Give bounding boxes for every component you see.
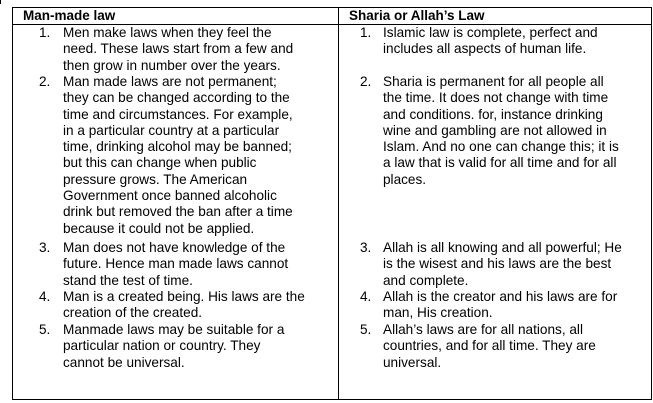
sharia-law-column <box>339 25 652 400</box>
item-number: 5. <box>39 322 51 337</box>
sharia-law-list <box>339 25 651 399</box>
header-man-made-law: Man-made law <box>13 8 339 25</box>
item-text <box>63 240 332 289</box>
man-made-law-column <box>13 25 339 400</box>
item-text-line: Allah’s laws are for all nations, all <box>383 322 583 337</box>
item-text <box>383 322 645 371</box>
corner-mark <box>0 0 5 4</box>
item-text-line: Government once banned alcoholic <box>63 188 277 204</box>
sharia-law-item-1 <box>339 25 645 58</box>
man-made-law-item-1 <box>13 25 332 74</box>
sharia-law-item-2 <box>339 74 645 188</box>
item-text-line: because it could not be applied. <box>63 220 255 236</box>
item-text-line: then grow in number over the years. <box>63 57 281 73</box>
item-number: 4. <box>360 289 372 304</box>
item-text <box>63 289 332 322</box>
item-text-line: Men make laws when they feel the <box>63 25 272 40</box>
item-number: 3. <box>360 240 372 255</box>
item-text-line: future. Hence man made laws cannot <box>63 256 289 272</box>
item-text-line: universal. <box>383 354 442 370</box>
item-text-line: and complete. <box>383 272 469 288</box>
item-number: 1. <box>360 25 372 40</box>
item-text-line: places. <box>383 171 427 187</box>
item-text <box>383 289 645 322</box>
item-text-line: the time. It does not change with time <box>383 90 609 106</box>
man-made-law-item-4 <box>13 289 332 322</box>
item-text-line: Sharia is permanent for all people all <box>383 74 604 89</box>
item-number: 2. <box>360 74 372 89</box>
item-text <box>63 322 332 371</box>
item-text-line: particular nation or country. They <box>63 338 261 354</box>
man-made-law-item-5 <box>13 322 332 371</box>
item-text-line: a law that is valid for all time and for all <box>383 155 617 171</box>
item-text-line: stand the test of time. <box>63 272 193 288</box>
man-made-law-item-3 <box>13 240 332 289</box>
item-text <box>383 240 645 289</box>
item-text-line: creation of the created. <box>63 305 203 321</box>
item-number: 3. <box>39 240 51 255</box>
item-text-line: man, His creation. <box>383 305 493 321</box>
item-text-line: Allah is the creator and his laws are for <box>383 289 618 304</box>
item-text-line: Man made laws are not permanent; <box>63 74 277 89</box>
item-text-line: Man does not have knowledge of the <box>63 240 286 255</box>
item-text-line: they can be changed according to the <box>63 90 290 106</box>
header-sharia-law: Sharia or Allah’s Law <box>339 8 652 25</box>
item-text-line: but this can change when public <box>63 155 257 171</box>
body-row <box>13 25 652 400</box>
sharia-law-item-5 <box>339 322 645 371</box>
item-text <box>63 74 332 237</box>
item-text-line: need. These laws start from a few and <box>63 41 294 57</box>
item-text-line: pressure grows. The American <box>63 171 248 187</box>
item-number: 2. <box>39 74 51 89</box>
sharia-law-item-3 <box>339 240 645 289</box>
item-text-line: wine and gambling are not allowed in <box>383 122 607 138</box>
item-text-line: drink but removed the ban after a time <box>63 204 293 220</box>
item-text-line: includes all aspects of human life. <box>383 41 587 57</box>
item-text-line: and conditions. for, instance drinking <box>383 106 603 122</box>
item-number: 4. <box>39 289 51 304</box>
comparison-table <box>12 7 652 400</box>
item-text-line: Islam. And no one can change this; it is <box>383 139 619 155</box>
item-text-line: Islamic law is complete, perfect and <box>383 25 598 40</box>
item-text-line: time and circumstances. For example, <box>63 106 293 122</box>
item-text-line: time, drinking alcohol may be banned; <box>63 139 292 155</box>
item-number: 1. <box>39 25 51 40</box>
item-text-line: in a particular country at a particular <box>63 122 280 138</box>
man-made-law-list <box>13 25 338 399</box>
item-text-line: is the wisest and his laws are the best <box>383 256 612 272</box>
sharia-law-item-4 <box>339 289 645 322</box>
item-text <box>383 74 645 188</box>
item-text-line: Man is a created being. His laws are the <box>63 289 305 304</box>
item-text <box>383 25 645 58</box>
item-text-line: Manmade laws may be suitable for a <box>63 322 285 337</box>
item-number: 5. <box>360 322 372 337</box>
item-text <box>63 25 332 74</box>
item-text-line: countries, and for all time. They are <box>383 338 596 354</box>
item-text-line: Allah is all knowing and all powerful; He <box>383 240 622 255</box>
header-row <box>13 8 652 25</box>
item-text-line: cannot be universal. <box>63 354 185 370</box>
man-made-law-item-2 <box>13 74 332 237</box>
